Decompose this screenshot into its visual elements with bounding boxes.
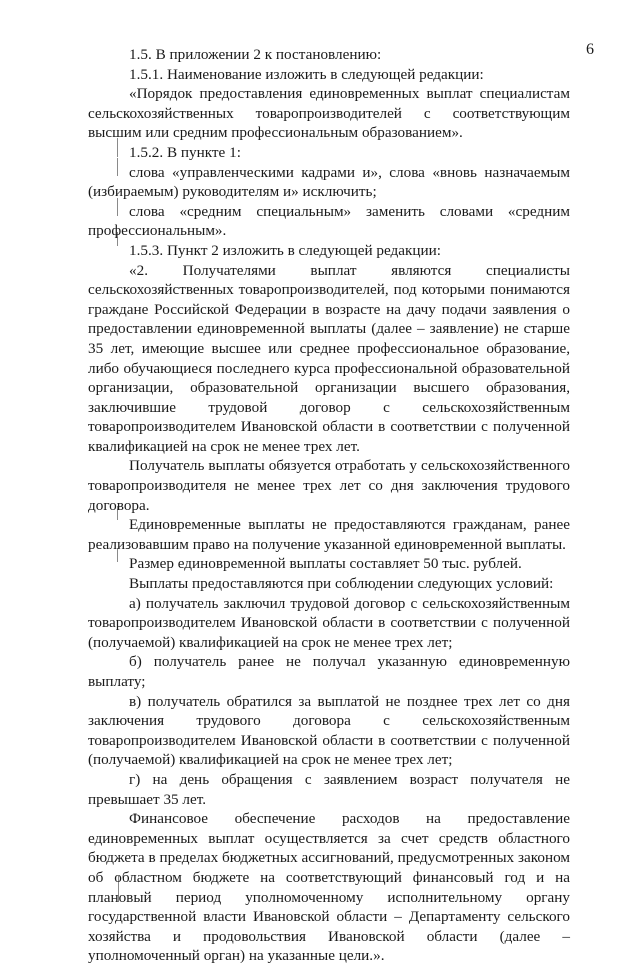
paragraph: Единовременные выплаты не предоставляются гражданам, ранее реализовавшим право на получение указанной единовременной выплаты. [88,516,570,553]
page-number: 6 [586,41,594,58]
paragraph: 1.5.1. Наименование изложить в следующей редакции: [129,65,484,83]
paragraph: 1.5.2. В пункте 1: [129,143,241,161]
document-body [88,45,570,966]
paragraph: «2. Получателями выплат являются специалисты сельскохозяйственных товаропроизводителей, под которыми понимаются граждане Российской Федерации в возрасте на дачу подачи заявления о предоставлении единовременной выплаты (далее – заявление) не старше 35 лет, имеющие высшее или среднее профессиональное образование, либо обучающиеся последнего курса профессиональной образовательной организации, образовательной организации высшего образования, заключившие трудовой договор с сельскохозяйственным товаропроизводителем Ивановской области в соответствии с полученной квалификацией на срок не менее трех лет. [88,261,570,455]
paragraph: Размер единовременной выплаты составляет 50 тыс. рублей. [129,555,522,573]
paragraph: 1.5.3. Пункт 2 изложить в следующей редакции: [129,241,442,259]
paragraph: «Порядок предоставления единовременных выплат специалистам сельскохозяйственных товаропроизводителей с соответствующим высшим или средним профессиональным образованием». [88,85,570,142]
paragraph: Получатель выплаты обязуется отработать у сельскохозяйственного товаропроизводителя не менее трех лет со дня заключения трудового договора. [88,457,570,514]
paragraph: слова «средним специальным» заменить словами «средним профессиональным». [88,202,570,240]
paragraph: Выплаты предоставляются при соблюдении следующих условий: [129,575,554,593]
paragraph: г) на день обращения с заявлением возраст получателя не превышает 35 лет. [88,770,570,808]
paragraph: слова «управленческими кадрами и», слова «вновь назначаемым (избираемым) руководителям и» исключить; [88,163,570,201]
paragraph: 1.5. В приложении 2 к постановлению: [129,46,382,63]
paragraph: в) получатель обратился за выплатой не позднее трех лет со дня заключения трудового договора с сельскохозяйственным товаропроизводителем Ивановской области в соответствии с полученной (получаемой) квалификацией на срок не менее трех лет; [88,692,570,769]
paragraph: а) получатель заключил трудовой договор с сельскохозяйственным товаропроизводителем Ивановской области в соответствии с полученной (получаемой) квалификацией на срок не менее трех лет; [88,594,570,651]
paragraph: б) получатель ранее не получал указанную единовременную выплату; [88,653,570,690]
paragraph: Финансовое обеспечение расходов на предоставление единовременных выплат осуществляется за счет средств областного бюджета в пределах бюджетных ассигнований, предусмотренных законом об областном бюджете на соответствующий финансовый год и на плановый период уполномоченному исполнительному органу государственной власти Ивановской области – Департаменту сельского хозяйства и продовольствия Ивановской области (далее – уполномоченный орган) на указанные цели.». [88,810,570,965]
